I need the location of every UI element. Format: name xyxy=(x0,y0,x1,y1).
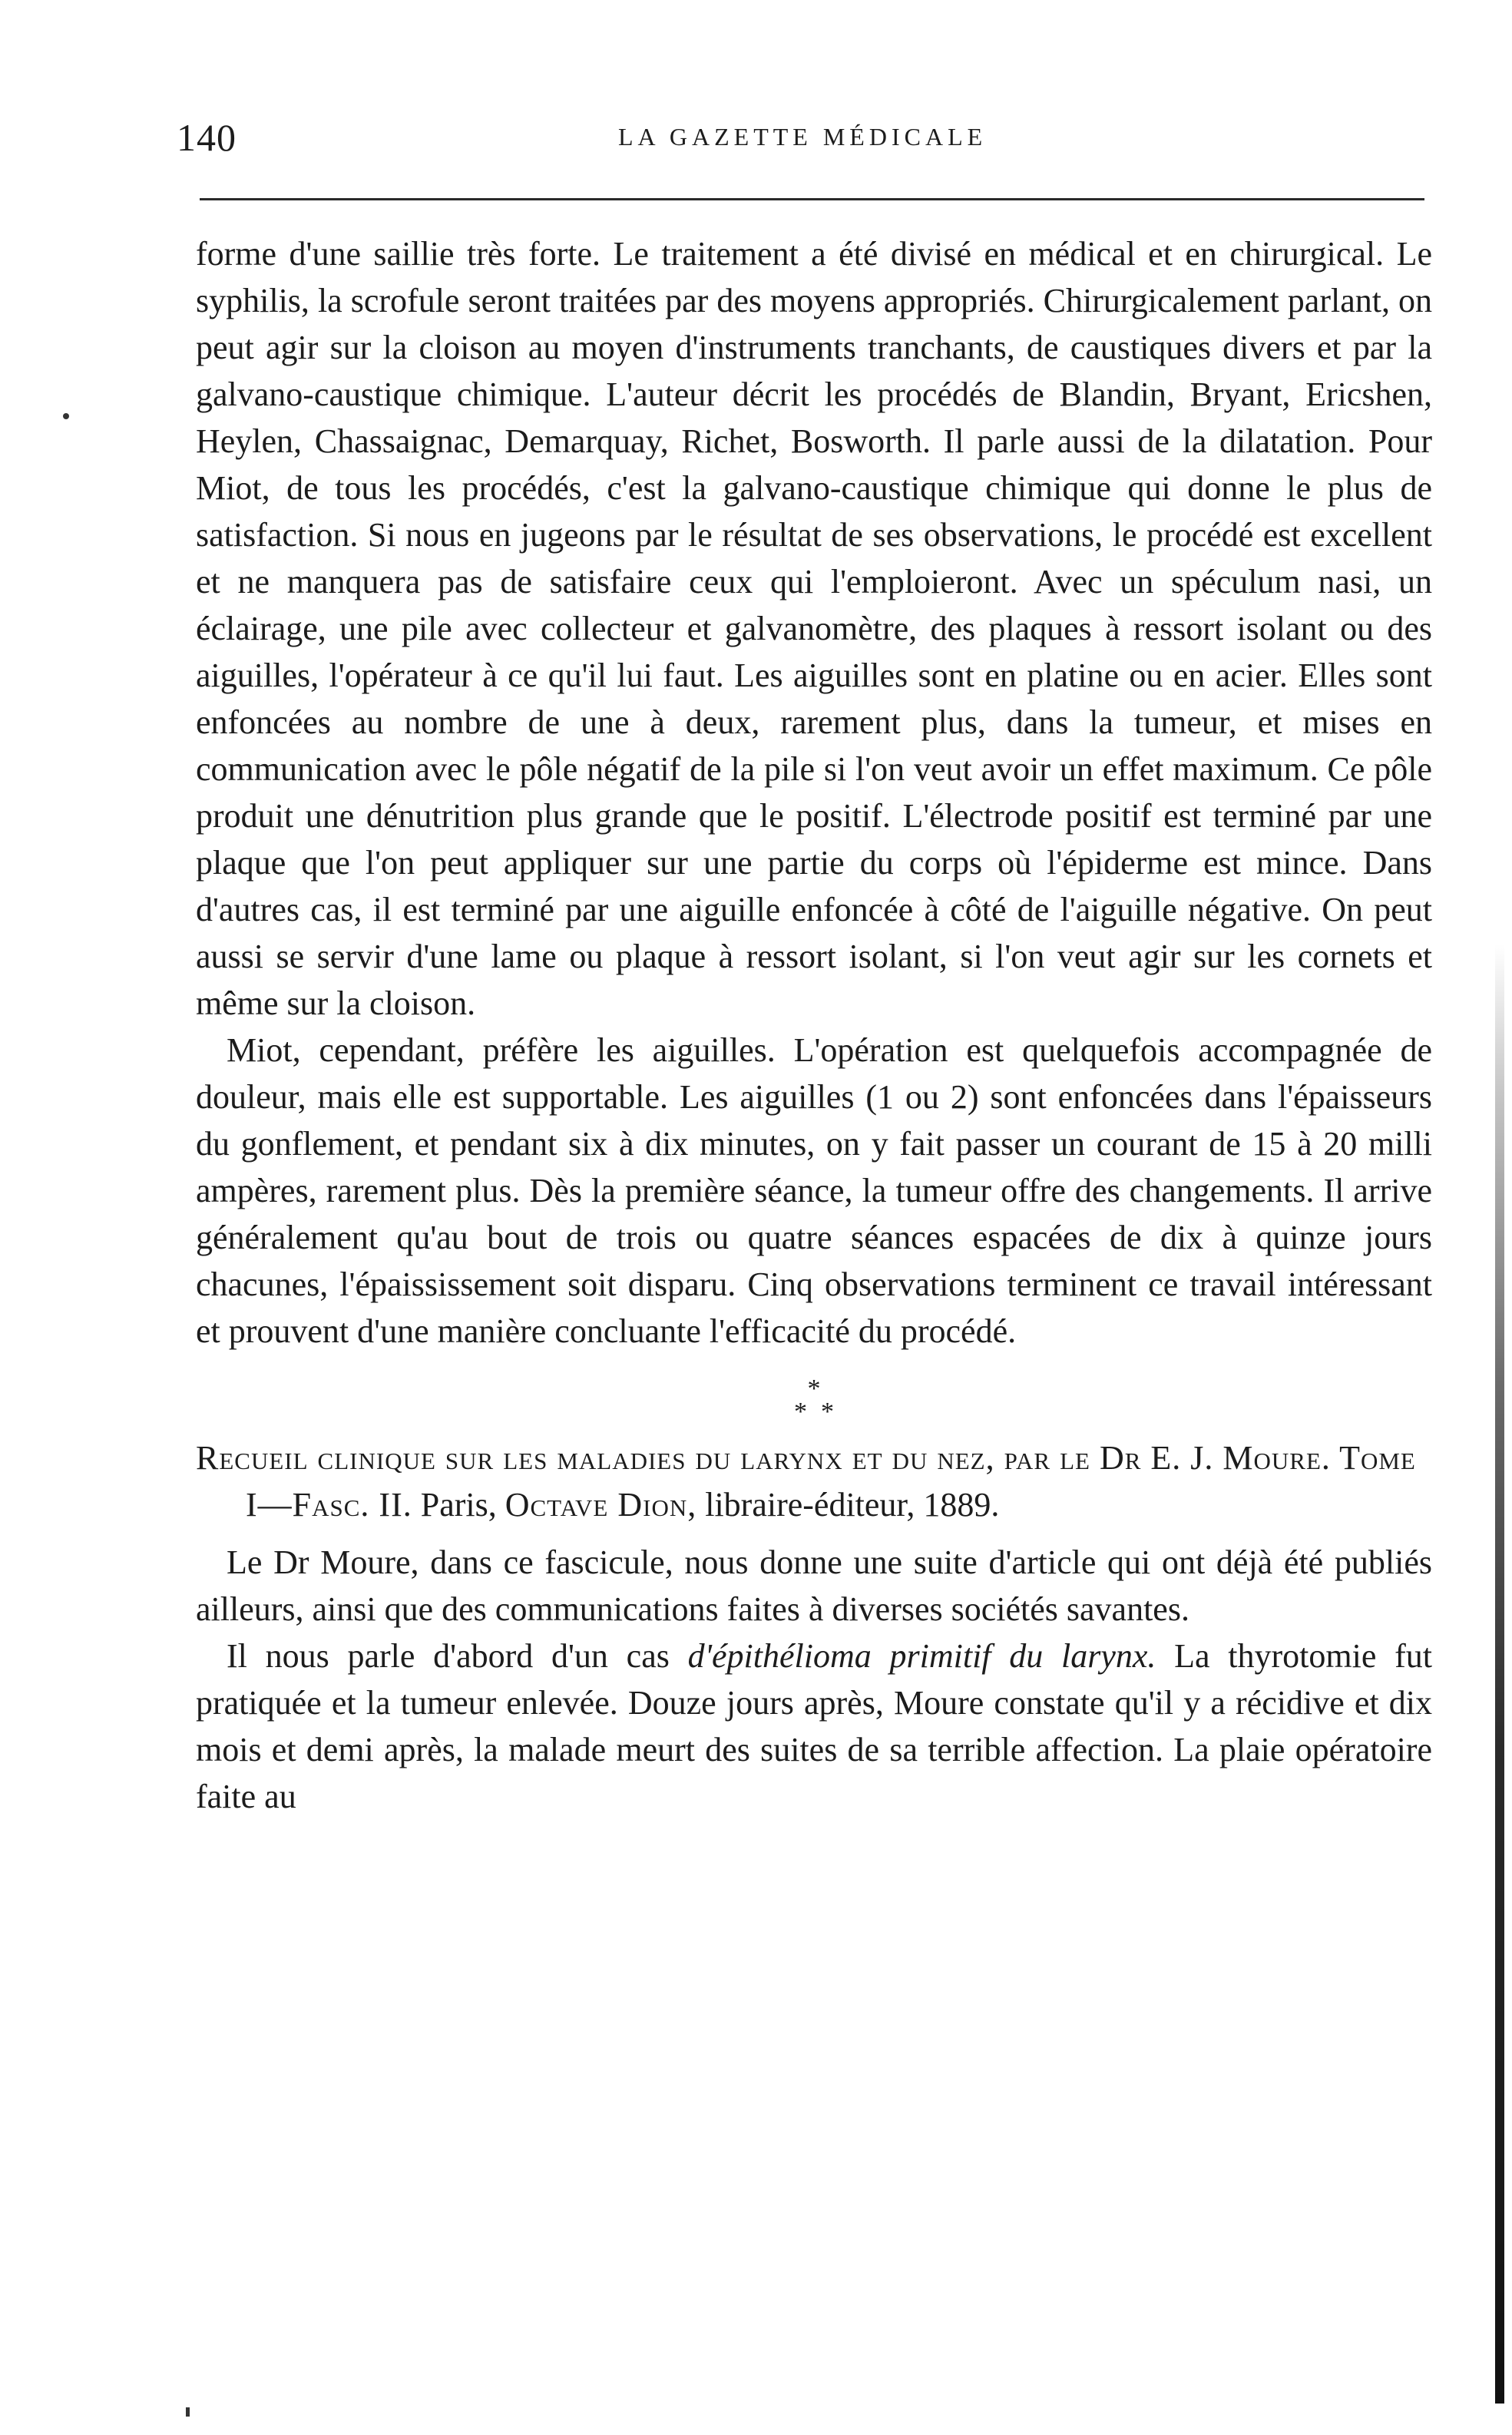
journal-title: LA GAZETTE MÉDICALE xyxy=(618,123,988,151)
asterism-bottom: ** xyxy=(794,1398,848,1426)
running-head xyxy=(177,115,1432,161)
page-number: 140 xyxy=(177,116,237,159)
review-heading xyxy=(196,1434,1432,1528)
header-rule xyxy=(200,198,1424,200)
review-title: Recueil clinique sur les maladies du larynx et du nez, par le Dr E. J. Moure. Tome I—Fasc. II. xyxy=(196,1439,1416,1524)
paragraph-4-italic: d'épithélioma primitif du larynx. xyxy=(687,1637,1156,1675)
review-publisher: Octave Dion, xyxy=(505,1486,697,1524)
margin-dot-mark xyxy=(63,413,69,419)
paragraph-4 xyxy=(196,1633,1432,1820)
paragraph-2: Miot, cependant, préfère les aiguilles. L'opération est quelquefois accompagnée de douleur, mais elle est supportable. Les aiguilles (1 ou 2) sont enfoncées dans l'épaisseurs du gonflement, et pendant six à dix minutes, on y fait passer un courant de 15 à 20 milli ampères, rarement plus. Dès la première séance, la tumeur offre des changements. Il arrive généralement qu'au bout de trois ou quatre séances espacées de dix à quinze jours chacunes, l'épaississement soit disparu. Cinq observations terminent ce travail intéressant et prouvent d'une manière concluante l'efficacité du procédé. xyxy=(196,1031,1432,1350)
review-place: Paris, xyxy=(412,1486,505,1524)
bottom-margin-mark xyxy=(186,2407,190,2417)
review-imprint: libraire-éditeur, 1889. xyxy=(696,1486,1000,1524)
page-edge-shadow xyxy=(1495,945,1504,2404)
paragraph-4-start: Il nous parle d'abord d'un cas xyxy=(227,1637,688,1675)
section-asterism xyxy=(196,1375,1432,1426)
paragraph-3: Le Dr Moure, dans ce fascicule, nous donne une suite d'article qui ont déjà été publiés ailleurs, ainsi que des communications faites à diverses sociétés savantes. xyxy=(196,1543,1432,1628)
paragraph-4-end: La thyrotomie fut pratiquée et la tumeur enlevée. Douze jours après, Moure constate qu'il y a récidive et dix mois et demi après, la malade meurt des suites de sa terrible affection. La plaie opératoire faite au xyxy=(196,1637,1432,1815)
article-body xyxy=(196,230,1432,1820)
paragraph-1: forme d'une saillie très forte. Le traitement a été divisé en médical et en chirurgical. Le syphilis, la scrofule seront traitées par des moyens appropriés. Chirurgicalement parlant, on peut agir sur la cloison au moyen d'instruments tranchants, de caustiques divers et par la galvano-caustique chimique. L'auteur décrit les procédés de Blandin, Bryant, Ericshen, Heylen, Chassaignac, Demarquay, Richet, Bosworth. Il parle aussi de la dilatation. Pour Miot, de tous les procédés, c'est la galvano-caustique chimique qui donne le plus de satisfaction. Si nous en jugeons par le résultat de ses observations, le procédé est excellent et ne manquera pas de satisfaire ceux qui l'emploieront. Avec un spéculum nasi, un éclairage, une pile avec collecteur et galvanomètre, des plaques à ressort isolant ou des aiguilles, l'opérateur à ce qu'il lui faut. Les aiguilles sont en platine ou en acier. Elles sont enfoncées au nombre de une à deux, rarement plus, dans la tumeur, et mises en communication avec le pôle négatif de la pile si l'on veut avoir un effet maximum. Ce pôle produit une dénutrition plus grande que le positif. L'électrode positif est terminé par une plaque que l'on peut appliquer sur une partie du corps où l'épiderme est mince. Dans d'autres cas, il est terminé par une aiguille enfoncée à côté de l'aiguille négative. On peut aussi se servir d'une lame ou plaque à ressort isolant, si l'on veut agir sur les cornets et même sur la cloison. xyxy=(196,235,1432,1022)
asterism-top: * xyxy=(807,1375,821,1403)
